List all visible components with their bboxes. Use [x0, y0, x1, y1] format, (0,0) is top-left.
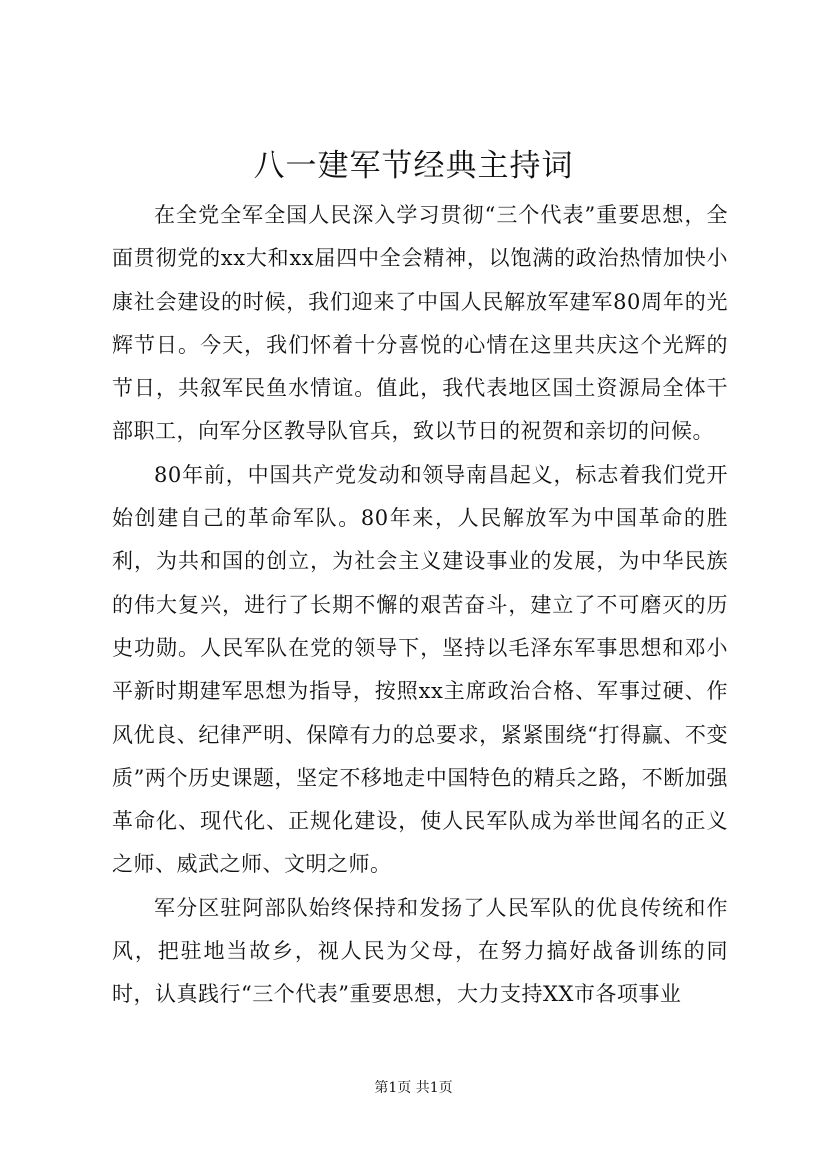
- paragraph-3: 军分区驻阿部队始终保持和发扬了人民军队的优良传统和作风，把驻地当故乡，视人民为父母，在努力搞好战备训练的同时，认真践行“三个代表”重要思想，大力支持XX市各项事业: [112, 895, 728, 1007]
- page-footer: 第1页 共1页: [374, 1080, 453, 1096]
- paragraph-2: 80年前，中国共产党发动和领导南昌起义，标志着我们党开始创建自己的革命军队。80年来，人民解放军为中国革命的胜利，为共和国的创立，为社会主义建设事业的发展，为中华民族的伟大复兴，进行了长期不懈的艰苦奋斗，建立了不可磨灭的历史功勋。人民军队在党的领导下，坚持以毛泽东军事思想和邓小平新时期建军思想为指导，按照xx主席政治合格、军事过硬、作风优良、纪律严明、保障有力的总要求，紧紧围绕“打得赢、不变质”两个历史课题，坚定不移地走中国特色的精兵之路，不断加强革命化、现代化、正规化建设，使人民军队成为举世闻名的正义之师、威武之师、文明之师。: [112, 462, 728, 877]
- document-title: 八一建军节经典主持词: [253, 148, 574, 184]
- paragraph-1: 在全党全军全国人民深入学习贯彻“三个代表”重要思想，全面贯彻党的xx大和xx届四中全会精神，以饱满的政治热情加快小康社会建设的时候，我们迎来了中国人民解放军建军80周年的光辉节日。今天，我们怀着十分喜悦的心情在这里共庆这个光辉的节日，共叙军民鱼水情谊。值此，我代表地区国土资源局全体干部职工，向军分区教导队官兵，致以节日的祝贺和亲切的问候。: [112, 203, 728, 444]
- document-body: [112, 194, 728, 1017]
